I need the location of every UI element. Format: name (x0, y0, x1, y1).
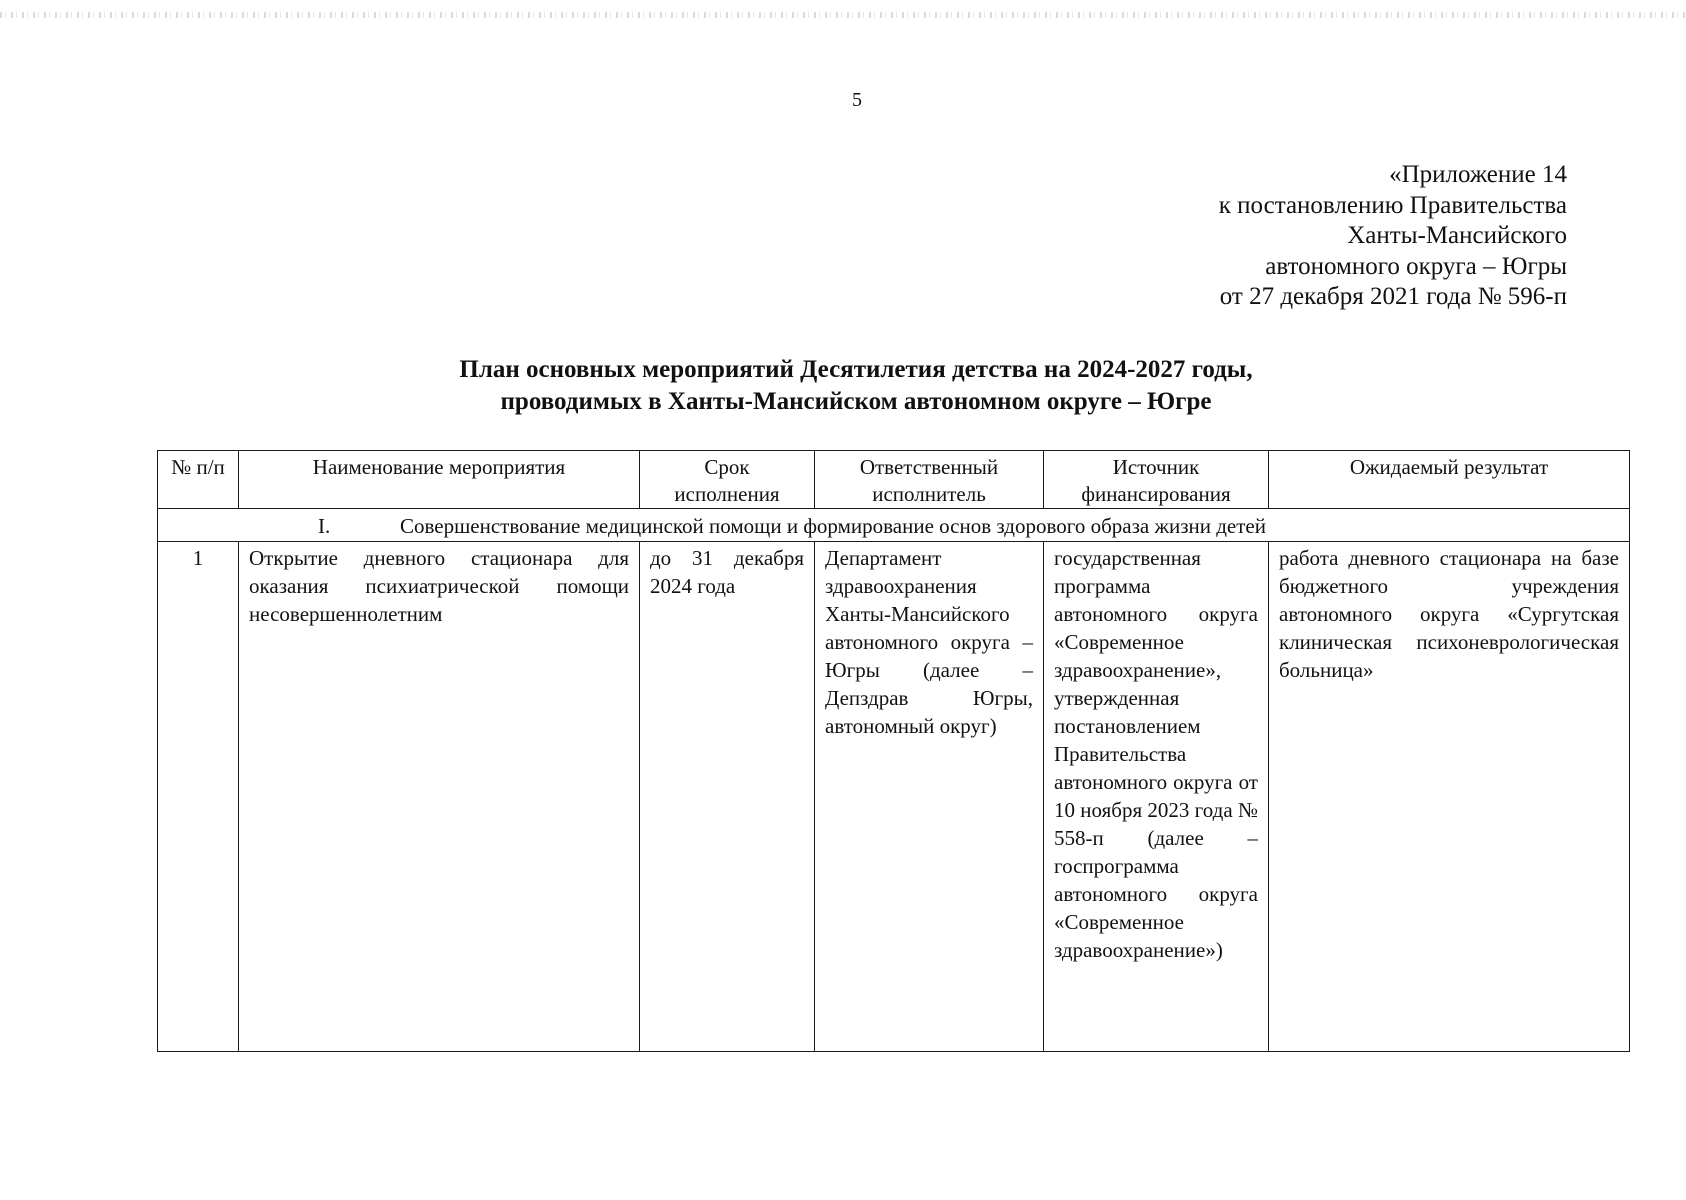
appendix-line: «Приложение 14 (1389, 161, 1567, 188)
appendix-line: автономного округа – Югры (1265, 252, 1567, 280)
cell-deadline: до 31 декабря 2024 года (640, 542, 815, 1052)
appendix-line: Ханты-Мансийского (1347, 222, 1567, 249)
header-number: № п/п (158, 451, 239, 509)
document-title-line-2: проводимых в Ханты-Мансийском автономном округе – Югре (500, 388, 1212, 415)
cell-funding: государственная программа автономного округа «Современное здравоохранение», утвержденная постановлением Правительства автономного округа от 10 ноября 2023 года № 558-п (далее – госпрограмма автономного округа «Современное здравоохранение») (1044, 542, 1269, 1052)
section-row (158, 509, 1630, 542)
header-deadline: Срок исполнения (640, 451, 815, 509)
header-responsible: Ответственный исполнитель (815, 451, 1044, 509)
cell-event-name: Открытие дневного стационара для оказания психиатрической помощи несовершеннолетним (239, 542, 640, 1052)
plan-table (157, 450, 1630, 1052)
page-number: 5 (852, 89, 862, 111)
section-cell (158, 509, 1630, 542)
header-expected-result: Ожидаемый результат (1269, 451, 1630, 509)
appendix-line: от 27 декабря 2021 года № 596-п (1219, 283, 1567, 310)
section-title: Совершенствование медицинской помощи и формирование основ здорового образа жизни детей (400, 514, 1266, 538)
cell-expected-result: работа дневного стационара на базе бюджетного учреждения автономного округа «Сургутская клиническая психоневрологическая больница» (1269, 542, 1630, 1052)
cell-responsible: Департамент здравоохранения Ханты-Мансийского автономного округа – Югры (далее – Депздрав Югры, автономный округ) (815, 542, 1044, 1052)
document-title-line-1: План основных мероприятий Десятилетия детства на 2024-2027 годы, (459, 356, 1253, 383)
appendix-reference (1219, 160, 1567, 313)
scan-edge-noise (0, 12, 1686, 18)
table-header-row (158, 451, 1630, 509)
section-number: I. (318, 514, 331, 538)
header-funding: Источник финансирования (1044, 451, 1269, 509)
table-row (158, 542, 1630, 1052)
document-title (160, 354, 1552, 418)
cell-number: 1 (158, 542, 239, 1052)
appendix-line: к постановлению Правительства (1218, 191, 1567, 219)
header-event-name: Наименование мероприятия (239, 451, 640, 509)
